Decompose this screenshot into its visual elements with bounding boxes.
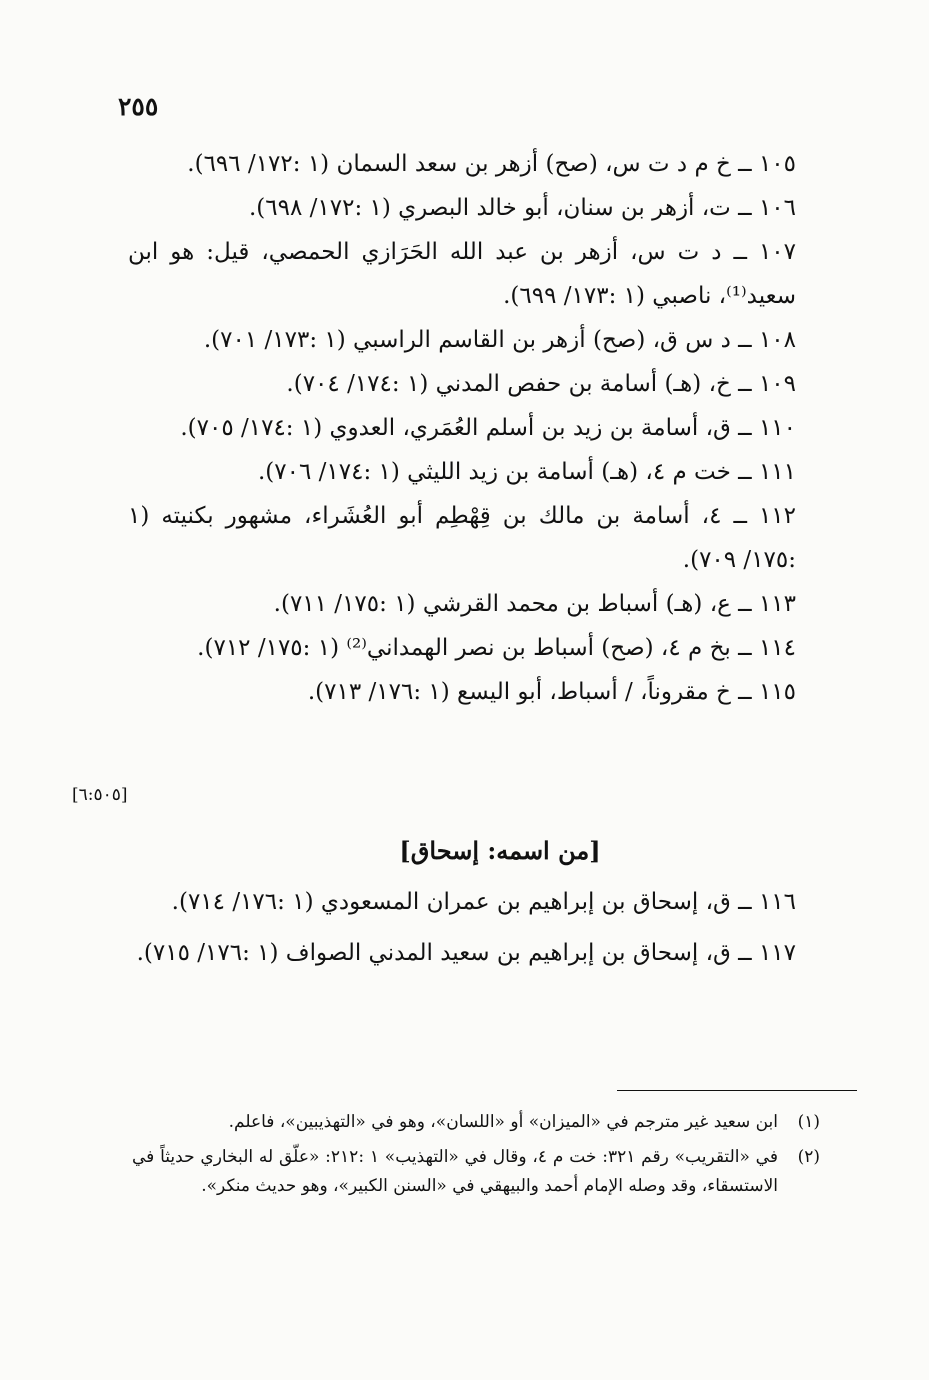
folio-reference: [٦:٥٠٥]	[72, 785, 128, 805]
entry-109: ١٠٩ ــ خ، (هـ) أسامة بن حفص المدني (١ :١٧٤/ ٧٠٤).	[286, 371, 796, 397]
footnotes	[132, 1108, 820, 1207]
section-heading: [من اسمه: إسحاق]	[399, 836, 601, 865]
entry-106: ١٠٦ ــ ت، أزهر بن سنان، أبو خالد البصري (١ :١٧٢/ ٦٩٨).	[248, 195, 796, 221]
footnote-number: (٢)	[797, 1147, 820, 1167]
entries-block-2	[128, 880, 796, 975]
entry-113: ١١٣ ــ ع، (هـ) أسباط بن محمد القرشي (١ :١٧٥/ ٧١١).	[273, 591, 796, 617]
entry-107: ١٠٧ ــ د ت س، أزهر بن عبد الله الحَرَازي الحمصي، قيل: هو ابن سعيد⁽¹⁾، ناصبي (١ :١٧٣/ ٦٩٩).	[128, 239, 796, 309]
entries-block	[128, 142, 796, 714]
footnote-number: (١)	[797, 1112, 820, 1132]
footnote-text: ابن سعيد غير مترجم في «الميزان» أو «اللسان»، وهو في «التهذيبين»، فاعلم.	[228, 1112, 778, 1132]
footnote-separator	[617, 1090, 857, 1091]
footnote-text: في «التقريب» رقم ٣٢١: خت م ٤، وقال في «التهذيب» ١ :٢١٢: «علّق له البخاري حديثاً في الاستسقاء، وقد وصله الإمام أحمد والبيهقي في «السنن الكبير»، وهو حديث منكر».	[132, 1147, 778, 1196]
page-number: ٢٥٥	[118, 92, 159, 121]
entry-116: ١١٦ ــ ق، إسحاق بن إبراهيم بن عمران المسعودي (١ :١٧٦/ ٧١٤).	[171, 889, 796, 915]
entry-105: ١٠٥ ــ خ م د ت س، (صح) أزهر بن سعد السمان (١ :١٧٢/ ٦٩٦).	[187, 151, 796, 177]
entry-117: ١١٧ ــ ق، إسحاق بن إبراهيم بن سعيد المدني الصواف (١ :١٧٦/ ٧١٥).	[136, 940, 796, 966]
footnote-2	[132, 1143, 820, 1201]
footnote-1	[132, 1108, 820, 1137]
entry-110: ١١٠ ــ ق، أسامة بن زيد بن أسلم العُمَري، العدوي (١ :١٧٤/ ٧٠٥).	[180, 415, 796, 441]
entry-115: ١١٥ ــ خ مقروناً، / أسباط، أبو اليسع (١ :١٧٦/ ٧١٣).	[307, 679, 796, 705]
entry-111: ١١١ ــ خت م ٤، (هـ) أسامة بن زيد الليثي (١ :١٧٤/ ٧٠٦).	[257, 459, 796, 485]
entry-112: ١١٢ ــ ٤، أسامة بن مالك بن قِهْطِم أبو العُشَراء، مشهور بكنيته (١ :١٧٥/ ٧٠٩).	[128, 503, 796, 573]
entry-114: ١١٤ ــ بخ م ٤، (صح) أسباط بن نصر الهمداني⁽²⁾ (١ :١٧٥/ ٧١٢).	[197, 635, 796, 661]
entry-108: ١٠٨ ــ د س ق، (صح) أزهر بن القاسم الراسبي (١ :١٧٣/ ٧٠١).	[203, 327, 796, 353]
